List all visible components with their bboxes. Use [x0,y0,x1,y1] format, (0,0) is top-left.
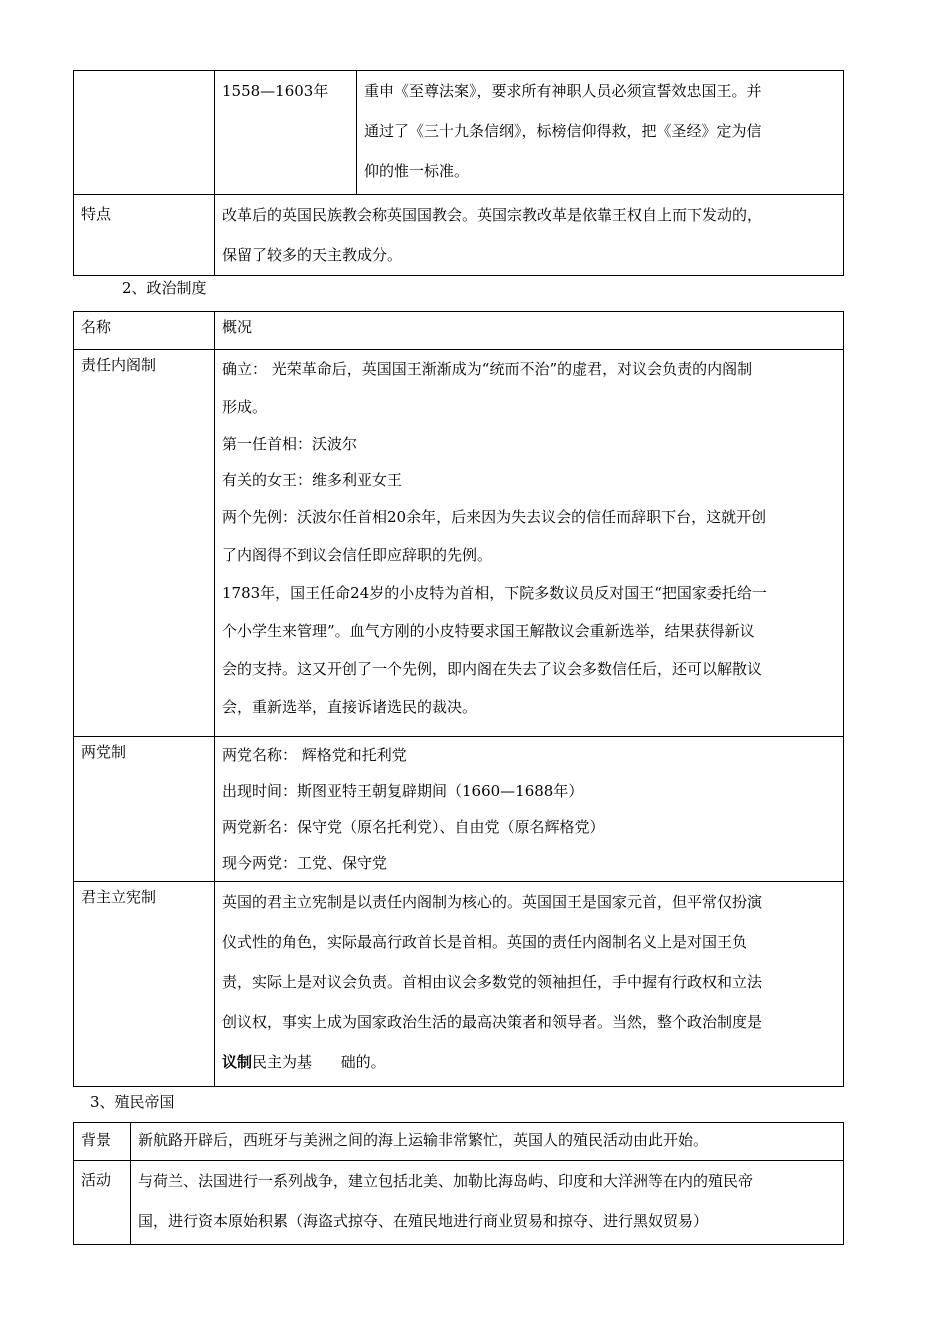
table-cell-content [215,737,844,882]
table-cell-content [131,1161,844,1245]
text-line: 出现时间：斯图亚特王朝复辟期间（1660—1688年） [222,782,584,800]
table-cell-content [215,882,844,1087]
text-line: 有关的女王：维多利亚女王 [222,471,403,489]
colonial-table [73,1122,844,1245]
text-line: 了内阁得不到议会信任即应辞职的先例。 [222,546,493,564]
text-line: 创议权，事实上成为国家政治生活的最高决策者和领导者。当然，整个政治制度是 [222,1013,763,1031]
text-line: 第一任首相：沃波尔 [222,435,358,453]
table-row [74,312,844,350]
text-line: 仪式性的角色，实际最高行政首长是首相。英国的责任内阁制名义上是对国王负 [222,933,748,951]
text-line: 会，重新选举，直接诉诸选民的裁决。 [222,698,478,716]
header-cell: 名称 [74,312,215,350]
text-line: 两个先例：沃波尔任首相20余年，后来因为失去议会的信任而辞职下台，这就开创 [222,508,767,526]
table-row [74,882,844,1087]
text-line: 国，进行资本原始积累（海盗式掠夺、在殖民地进行商业贸易和掠夺、进行黑奴贸易） [138,1212,709,1230]
table-cell-content [215,195,844,276]
text-line: 新航路开辟后，西班牙与美洲之间的海上运输非常繁忙，英国人的殖民活动由此开始。 [138,1131,709,1149]
table-cell-period: 1558—1603年 [215,71,357,195]
table-row [74,71,844,195]
text-line: 两党新名：保守党（原名托利党）、自由党（原名辉格党） [222,818,605,836]
text-fragment: 民主为基 础的。 [252,1053,386,1071]
table-cell-content [215,350,844,737]
table-row [74,1123,844,1161]
table-cell-label: 君主立宪制 [74,882,215,1087]
table-row [74,195,844,276]
text-line: 改革后的英国民族教会称英国国教会。英国宗教改革是依靠王权自上而下发动的， [222,206,763,224]
table-cell-label: 两党制 [74,737,215,882]
text-line: 形成。 [222,398,268,416]
table-row [74,737,844,882]
table-row [74,350,844,737]
table-cell-content [131,1123,844,1161]
text-line: 现今两党：工党、保守党 [222,854,388,872]
text-line: 重申《至尊法案》，要求所有神职人员必须宣誓效忠国王。并 [364,82,762,100]
text-line: 英国的君主立宪制是以责任内阁制为核心的。英国国王是国家元首，但平常仅扮演 [222,893,763,911]
table-cell [74,71,215,195]
politics-table [73,311,844,1087]
text-line [222,1042,836,1082]
text-line: 责，实际上是对议会负责。首相由议会多数党的领袖担任，手中握有行政权和立法 [222,973,763,991]
text-line: 保留了较多的天主教成分。 [222,246,403,264]
text-line: 两党名称： 辉格党和托利党 [222,746,407,764]
header-cell: 概况 [215,312,844,350]
text-line: 通过了《三十九条信纲》，标榜信仰得救，把《圣经》定为信 [364,122,762,140]
table-cell-label: 活动 [74,1161,131,1245]
text-line: 与荷兰、法国进行一系列战争，建立包括北美、加勒比海岛屿、印度和大洋洲等在内的殖民帝 [138,1172,754,1190]
table-cell-label: 责任内阁制 [74,350,215,737]
text-line: 1783年，国王任命24岁的小皮特为首相，下院多数议员反对国王“把国家委托给一 [222,584,767,602]
table-cell-content [357,71,844,195]
table-cell-label: 背景 [74,1123,131,1161]
religion-table [73,70,844,276]
text-line: 个小学生来管理”。血气方刚的小皮特要求国王解散议会重新选举，结果获得新议 [222,622,755,640]
section-heading: 3、殖民帝国 [90,1093,175,1111]
table-cell-label: 特点 [74,195,215,276]
text-line: 确立： 光荣革命后，英国国王渐渐成为“统而不治”的虚君，对议会负责的内阁制 [222,360,753,378]
text-line: 仰的惟一标准。 [364,162,470,180]
section-heading: 2、政治制度 [122,279,207,297]
text-line: 会的支持。这又开创了一个先例，即内阁在失去了议会多数信任后，还可以解散议 [222,660,763,678]
bold-text: 议制 [222,1053,253,1071]
table-row [74,1161,844,1245]
